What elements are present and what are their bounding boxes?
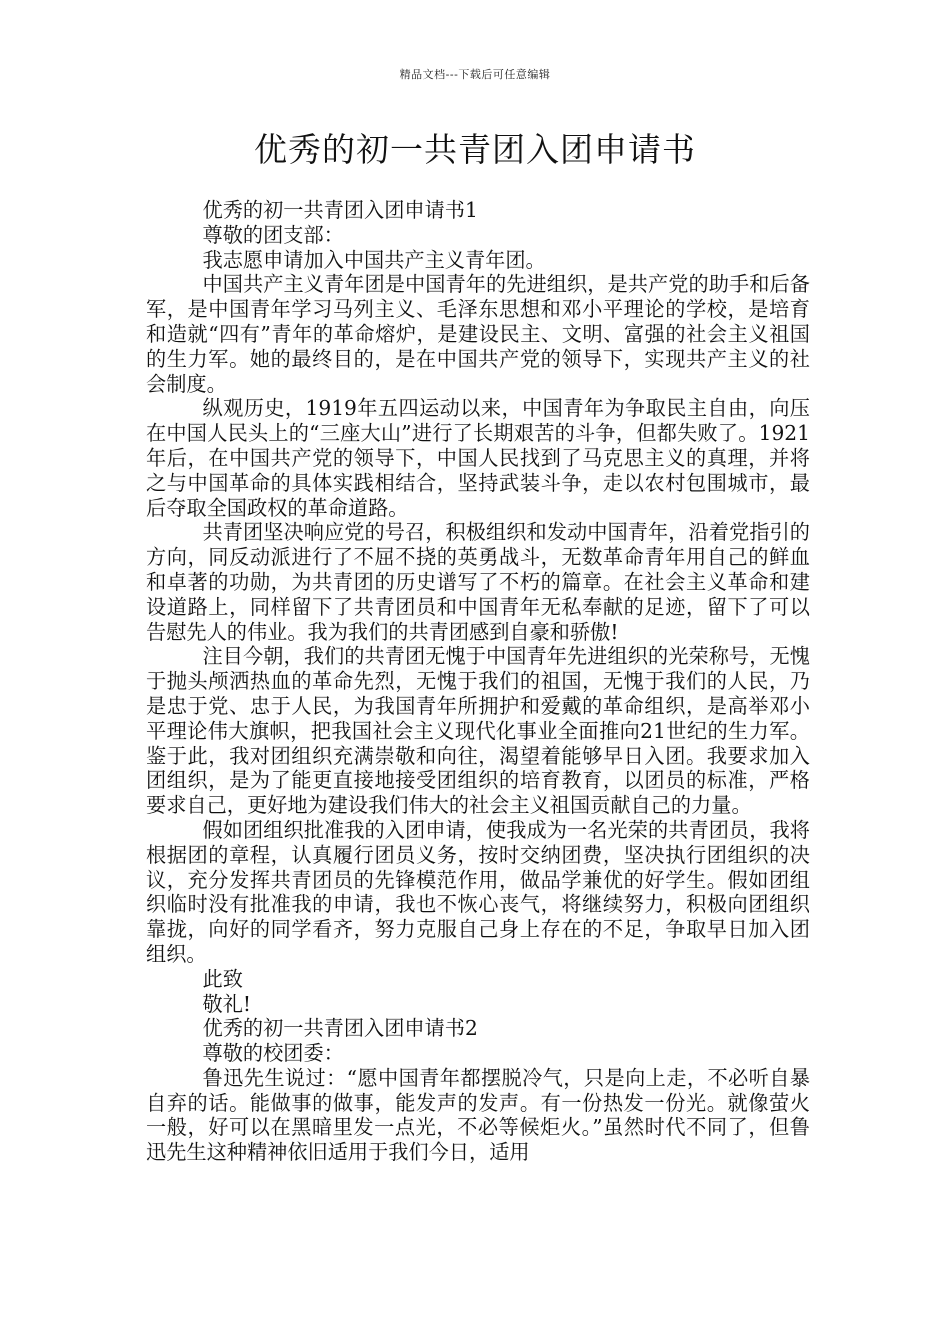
paragraph: 中国共产主义青年团是中国青年的先进组织，是共产党的助手和后备军，是中国青年学习马列主义、毛泽东思想和邓小平理论的学校，是培育和造就“四有”青年的革命熔炉，是建设民主、文明、富强的社会主义祖国的生力军。她的最终目的，是在中国共产党的领导下，实现共产主义的社会制度。 <box>146 272 810 396</box>
document-title: 优秀的初一共青团入团申请书 <box>254 130 696 169</box>
document-body <box>146 198 810 1165</box>
salutation: 尊敬的团支部： <box>202 222 344 247</box>
paragraph: 我志愿申请加入中国共产主义青年团。 <box>202 247 546 272</box>
closing-line: 此致 <box>202 966 243 991</box>
section-heading-2: 优秀的初一共青团入团申请书2 <box>202 1016 478 1041</box>
section-heading-1: 优秀的初一共青团入团申请书1 <box>202 198 478 222</box>
paragraph: 鲁迅先生说过：“愿中国青年都摆脱冷气，只是向上走，不必听自暴自弃的话。能做事的做事，能发声的发声。有一份热发一份光。就像萤火一般，好可以在黑暗里发一点光，不必等候炬火。”虽然时代不同了，但鲁迅先生这种精神依旧适用于我们今日，适用 <box>146 1065 810 1165</box>
paragraph: 假如团组织批准我的入团申请，使我成为一名光荣的共青团员，我将根据团的章程，认真履行团员义务，按时交纳团费，坚决执行团组织的决议，充分发挥共青团员的先锋模范作用，做品学兼优的好学生。假如团组织临时没有批准我的申请，我也不恢心丧气，将继续努力，积极向团组织靠拢，向好的同学看齐，努力克服自己身上存在的不足，争取早日加入团组织。 <box>146 817 810 966</box>
paragraph: 注目今朝，我们的共青团无愧于中国青年先进组织的光荣称号，无愧于抛头颅洒热血的革命先烈，无愧于我们的祖国，无愧于我们的人民，乃是忠于党、忠于人民，为我国青年所拥护和爱戴的革命组织，是高举邓小平理论伟大旗帜，把我国社会主义现代化事业全面推向21世纪的生力军。鉴于此，我对团组织充满崇敬和向往，渴望着能够早日入团。我要求加入团组织，是为了能更直接地接受团组织的培育教育，以团员的标准，严格要求自己，更好地为建设我们伟大的社会主义祖国贡献自己的力量。 <box>146 644 810 818</box>
header-note: 精品文档---下载后可任意编辑 <box>399 68 551 81</box>
closing-line: 敬礼! <box>202 991 252 1016</box>
salutation: 尊敬的校团委： <box>202 1041 344 1066</box>
paragraph: 共青团坚决响应党的号召，积极组织和发动中国青年，沿着党指引的方向，同反动派进行了不屈不挠的英勇战斗，无数革命青年用自己的鲜血和卓著的功勋，为共青团的历史谱写了不朽的篇章。在社会主义革命和建设道路上，同样留下了共青团员和中国青年无私奉献的足迹，留下了可以告慰先人的伟业。我为我们的共青团感到自豪和骄傲! <box>146 520 810 644</box>
paragraph: 纵观历史，1919年五四运动以来，中国青年为争取民主自由，向压在中国人民头上的“三座大山”进行了长期艰苦的斗争，但都失败了。1921年后，在中国共产党的领导下，中国人民找到了马克思主义的真理，并将之与中国革命的具体实践相结合，坚持武装斗争，走以农村包围城市，最后夺取全国政权的革命道路。 <box>146 396 810 520</box>
